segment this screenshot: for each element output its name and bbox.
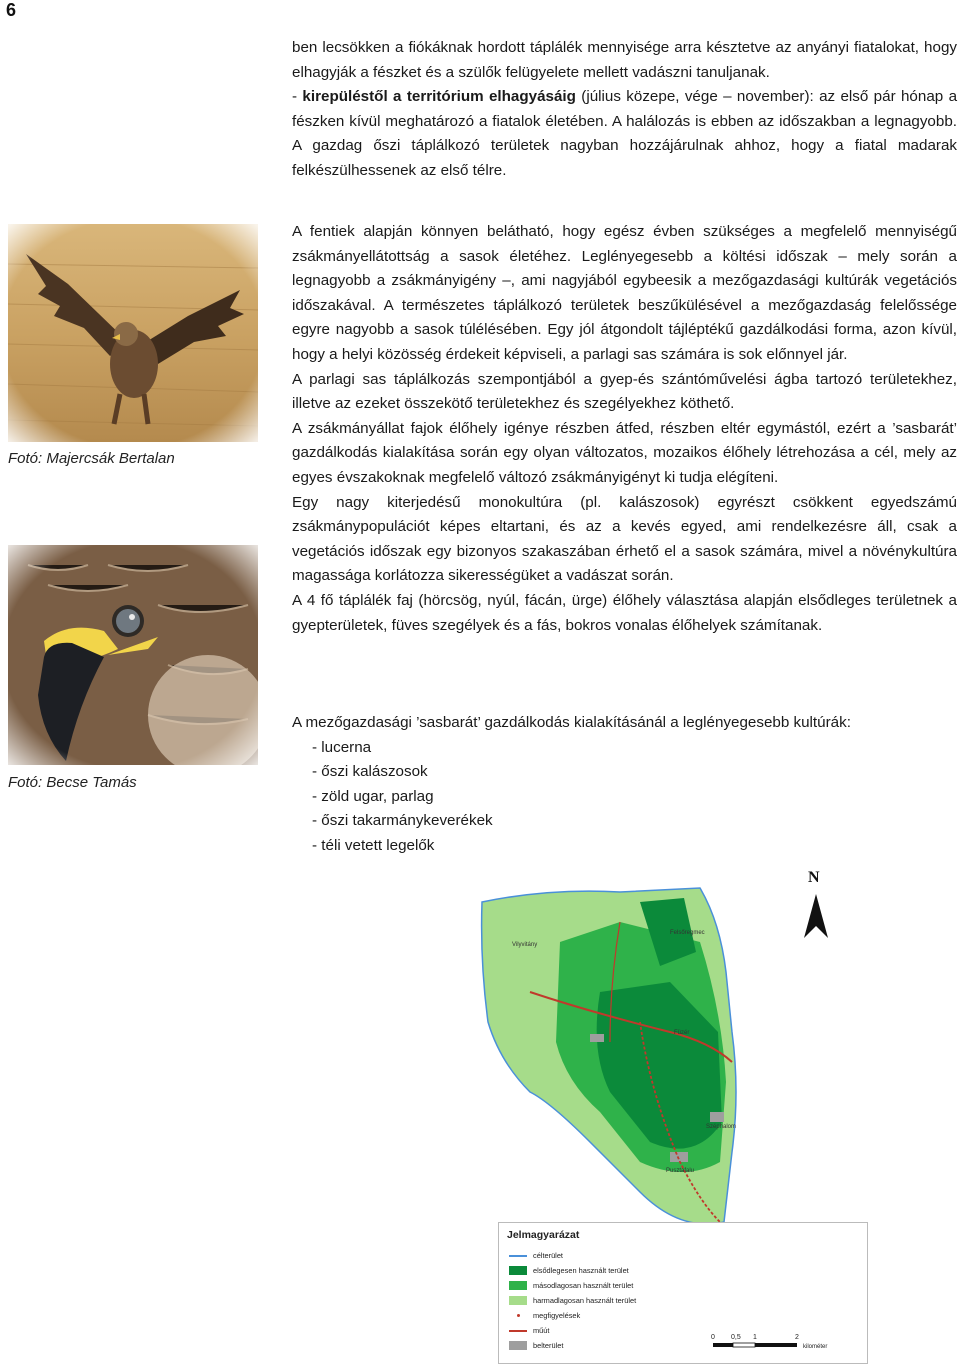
fill-swatch-icon <box>509 1281 527 1290</box>
legend-row <box>509 1339 563 1352</box>
crop-item: - őszi takarmánykeverékek <box>312 812 493 830</box>
main-paragraph: A parlagi sas táplálkozás szempontjából a gyep-és szántóművelési ágba tartozó területekhez, illetve az ezeket összekötő területekhez és szegélyekhez köthető. <box>292 370 957 413</box>
legend-row <box>509 1294 636 1307</box>
legend-row <box>509 1249 563 1262</box>
page-number: 6 <box>6 0 17 20</box>
list-dash: - <box>292 88 303 106</box>
fill-swatch-icon <box>509 1266 527 1275</box>
legend-title: Jelmagyarázat <box>507 1229 580 1241</box>
main-paragraph: A fentiek alapján könnyen belátható, hogy egész évben szükséges a megfelelő mennyiségű zsákmányellátottság a sasok életéhez. Leglényegesebb a költési időszak – mely során a legnagyobb a zsákmányigény –, ami nagyjából egybeesik a mezőgazdasági kultúrák vegetációs időszakával. A természetes táplálkozó területek beszűkülésével a mezőgazdaság felelőssége egyre nagyobb a sasok túlélésében. Egy jól átgondolt tájléptékű gazdálkodási forma, azon kívül, hogy a helyi közösség érdekeit képviseli, a parlagi sas számára is sok előnnyel jár. <box>292 223 957 363</box>
legend-label: megfigyelések <box>533 1311 581 1320</box>
main-paragraph: Egy nagy kiterjedésű monokultúra (pl. kalászosok) egyrészt csökkent egyedszámú zsákmánypopulációt képes eltartani, és az a kevés egyed, ami rendelkezésre áll, csak a vegetációs időszak egy bizonyos szakaszában érhető el a sasok számára, mivel a növénykultúra magassága korlátozza sikerességüket a vadászat során. <box>292 493 957 585</box>
legend-label: elsődlegesen használt terület <box>533 1266 629 1275</box>
legend-label: műút <box>533 1326 550 1335</box>
map-place-label: Füzér <box>674 1030 690 1036</box>
intro-paragraph-1: ben lecsökken a fiókáknak hordott táplálék mennyisége arra késztetve az anyányi fiatalokat, hogy elhagyják a fészket és a szülők felügyelete mellett vadászni tanuljanak. <box>292 39 957 81</box>
scale-tick-label: 0,5 <box>731 1334 741 1341</box>
scale-tick-label: 1 <box>753 1334 757 1341</box>
scale-tick-label: 0 <box>711 1334 715 1341</box>
legend-row <box>509 1324 549 1337</box>
line-symbol-icon <box>509 1255 527 1257</box>
legend-label: harmadlagosan használt terület <box>533 1296 637 1305</box>
crop-item: - téli vetett legelők <box>312 836 435 854</box>
legend-row <box>509 1309 580 1322</box>
fill-swatch-icon <box>509 1296 527 1305</box>
scale-bar <box>709 1331 859 1355</box>
period-heading: kirepüléstől a territórium elhagyásáig <box>302 88 576 106</box>
north-arrow-icon <box>804 894 828 938</box>
crop-intro: A mezőgazdasági ’sasbarát’ gazdálkodás kialakításánál a leglényegesebb kultúrák: <box>292 714 851 731</box>
legend-label: belterület <box>533 1341 564 1350</box>
photo-caption-2: Fotó: Becse Tamás <box>8 774 137 791</box>
legend-row <box>509 1264 629 1277</box>
eagle-head-photo <box>8 545 258 765</box>
main-paragraph: A zsákmányállat fajok élőhely igénye részben átfed, részben eltér egymástól, ezért a ’sasbarát’ gazdálkodás kialakítása során egy olyan változatos, mozaikos élőhely létrehozása a cél, mely az egyes évszakoknak megfelelő változó zsákmányigényt ki tudja elégíteni. <box>292 419 957 486</box>
crop-item: - lucerna <box>312 738 372 756</box>
legend-label: célterület <box>533 1251 563 1260</box>
north-label: N <box>808 869 820 886</box>
scale-unit: kilométer <box>803 1344 828 1350</box>
main-paragraph: A 4 fő táplálék faj (hörcsög, nyúl, fácán, ürge) élőhely választása alapján elsődleges területnek a gyepterületek, füves szegélyek és a fás, bokros vonalas élőhelyek számítanak. <box>292 591 957 634</box>
scale-tick-label: 2 <box>795 1334 799 1341</box>
intro-paragraph-2 <box>292 85 957 183</box>
map-place-label: Felsőregmec <box>670 930 705 936</box>
map-place-label: Vilyvitány <box>512 942 538 948</box>
period-description: (július közepe, vége – november): az első pár hónap a fészken kívül meghatározó a fiatalok életében. A halálozás is ebben az időszakban a legnagyobb. A gazdag őszi táplálkozó területek nagyban hozzájárulnak ahhoz, hogy a fiatal madarak felkészülhessenek az első télre. <box>292 88 958 179</box>
crop-list <box>292 736 957 859</box>
line-symbol-icon <box>509 1330 527 1332</box>
crop-item: - zöld ugar, parlag <box>312 787 434 805</box>
legend-row <box>509 1279 633 1292</box>
eagle-flight-photo <box>8 224 258 442</box>
main-text <box>292 220 957 638</box>
legend-label: másodlagosan használt terület <box>533 1281 634 1290</box>
map-place-label: Pusztafalu <box>666 1168 695 1174</box>
crop-section <box>292 711 957 859</box>
map-legend <box>498 1222 868 1364</box>
map-place-label: Széphalom <box>706 1124 737 1130</box>
crop-item: - őszi kalászosok <box>312 763 428 781</box>
intro-text <box>292 36 957 184</box>
habitat-map <box>470 862 890 1262</box>
photo-caption-1: Fotó: Majercsák Bertalan <box>8 450 175 467</box>
fill-swatch-icon <box>509 1341 527 1350</box>
dot-symbol-icon <box>509 1311 527 1320</box>
